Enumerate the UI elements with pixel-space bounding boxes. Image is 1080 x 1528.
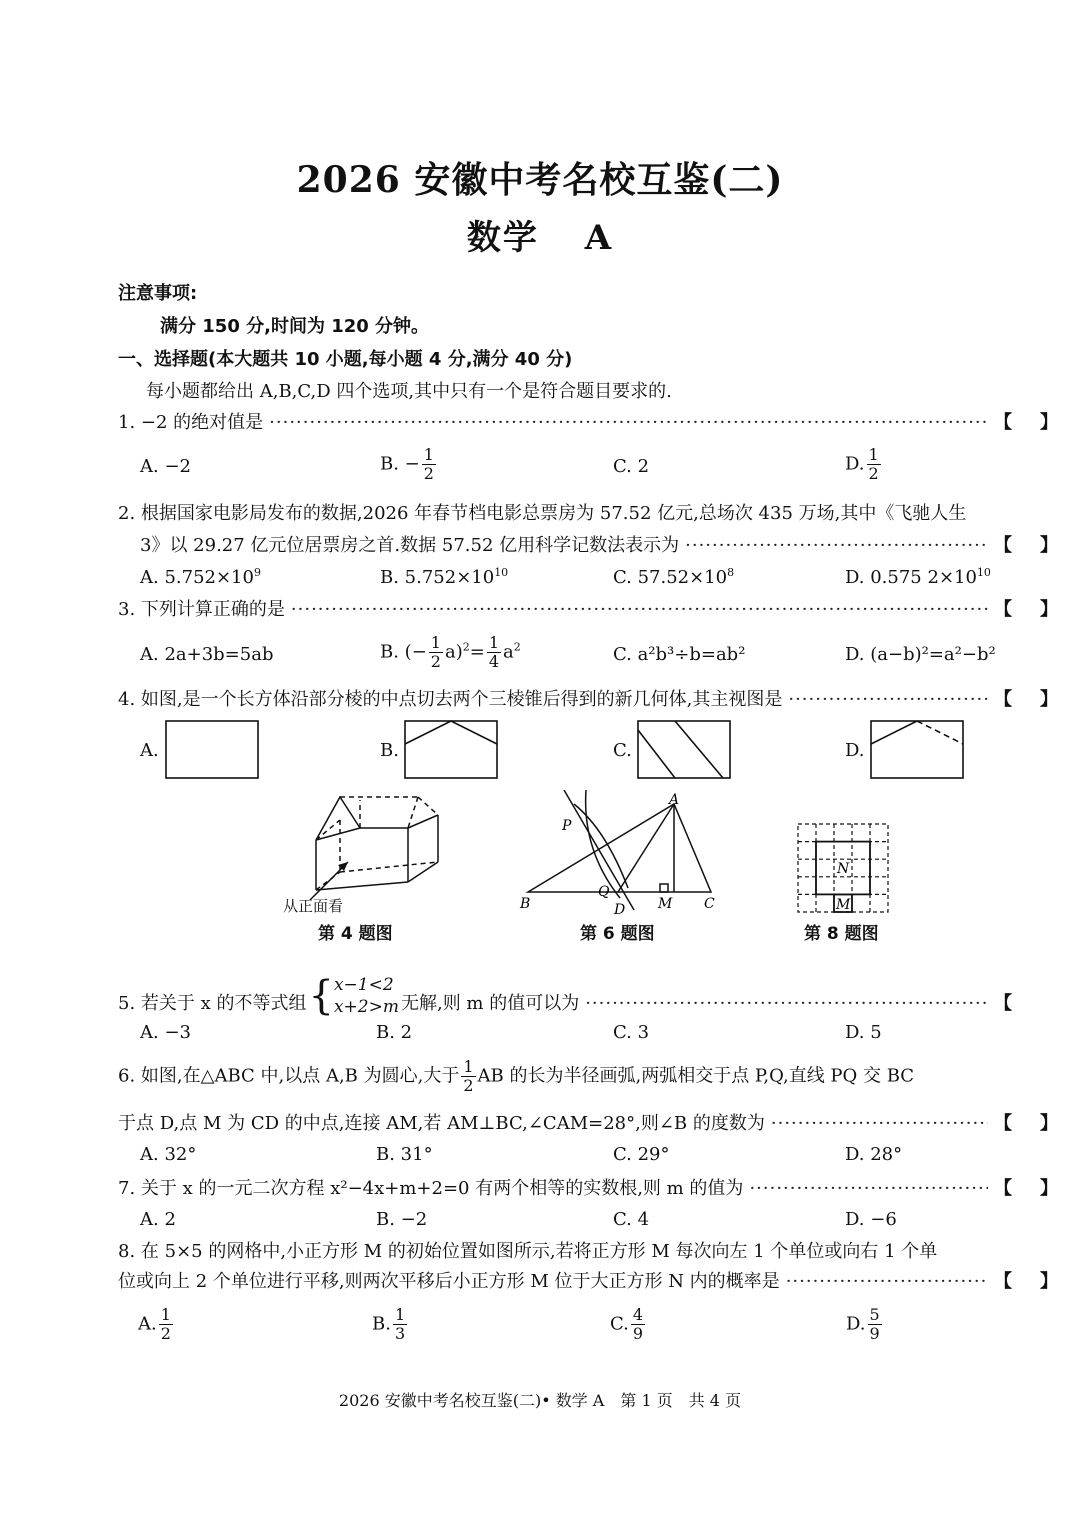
q1-option-d[interactable]: D. $\frac{1}{2}$ (845, 445, 879, 483)
question-8 (118, 1270, 1058, 1294)
q5-option-d[interactable]: D. 5 (845, 1022, 882, 1043)
q2-option-b[interactable]: B. $5.752\times 10^{10}$ (380, 566, 509, 588)
page-footer: 2026 安徽中考名校互鉴(二)• 数学 A 第 1 页 共 4 页 (338, 1391, 742, 1410)
answer-bracket[interactable]: 【 】 (994, 1113, 1058, 1134)
page-title: 2026 安徽中考名校互鉴(二) (296, 159, 784, 201)
q4-option-d[interactable]: D. (845, 740, 865, 761)
q5-stem-post: 无解,则 m 的值可以为 (400, 993, 580, 1014)
fig6-triangle (516, 790, 726, 915)
q4-option-c-figure (637, 720, 731, 780)
q2-line2: 3》以 29.27 亿元位居票房之首.数据 57.52 亿用科学记数法表示为 (140, 535, 680, 556)
dot-leader (685, 534, 988, 558)
q8-line2: 位或向上 2 个单位进行平移,则两次平移后小正方形 M 位于大正方形 N 内的概率是 (118, 1271, 780, 1292)
q4-option-a[interactable]: A. (140, 740, 159, 761)
q2-option-d[interactable]: D. 0.575 $2\times 10^{10}$ (845, 566, 991, 588)
notice-label: 注意事项: (118, 283, 198, 304)
q4-option-b[interactable]: B. (380, 740, 399, 761)
answer-bracket[interactable]: 【 】 (994, 1271, 1058, 1292)
q3-stem: 3. 下列计算正确的是 (118, 599, 285, 620)
q5-option-b[interactable]: B. 2 (376, 1022, 413, 1043)
q6-line1: 6. 如图,在△ABC 中,以点 A,B 为圆心,大于 $\frac{1}{2}$ AB 的长为半径画弧,两弧相交于点 P,Q,直线 PQ 交 BC (118, 1057, 915, 1095)
fig8-grid (796, 822, 892, 916)
q5-option-a[interactable]: A. −3 (140, 1022, 191, 1043)
question-4 (118, 688, 1058, 712)
paper-version: A (584, 218, 614, 258)
fig6-label-c: C (704, 896, 715, 912)
q1-option-c[interactable]: C. 2 (613, 456, 650, 477)
fig6-label-m: M (658, 896, 673, 912)
answer-bracket[interactable]: 【 (994, 993, 1012, 1014)
q4-stem: 4. 如图,是一个长方体沿部分棱的中点切去两个三棱锥后得到的新几何体,其主视图是 (118, 689, 783, 710)
q5-system: { x−1<2 x+2>m (308, 973, 399, 1019)
fig6-label-q: Q (598, 884, 610, 900)
q5-stem-pre: 5. 若关于 x 的不等式组 (118, 993, 307, 1014)
notice-text: 满分 150 分,时间为 120 分钟。 (160, 316, 430, 337)
q7-option-d[interactable]: D. −6 (845, 1209, 897, 1230)
q6-option-d[interactable]: D. 28° (845, 1144, 903, 1165)
q6-option-b[interactable]: B. 31° (376, 1144, 433, 1165)
q1-option-b[interactable]: B. − $\frac{1}{2}$ (380, 445, 434, 483)
question-7 (118, 1177, 1058, 1201)
fig8-caption: 第 8 题图 (804, 924, 879, 944)
q6-option-c[interactable]: C. 29° (613, 1144, 670, 1165)
q2-option-a[interactable]: A. $5.752\times 10^9$ (140, 566, 261, 588)
section1-instruction: 每小题都给出 A,B,C,D 四个选项,其中只有一个是符合题目要求的. (146, 381, 672, 402)
fig6-caption: 第 6 题图 (580, 924, 655, 944)
question-2 (118, 534, 1058, 558)
q3-option-b[interactable]: B. (− $\frac{1}{2}$ a)$^2$= $\frac{1}{4}$ $a^2$ (380, 633, 521, 671)
q8-option-b[interactable]: B. $\frac{1}{3}$ (372, 1305, 406, 1343)
q7-option-c[interactable]: C. 4 (613, 1209, 650, 1230)
q3-option-a[interactable]: A. 2a+3b=5ab (140, 644, 274, 665)
q7-stem: 7. 关于 x 的一元二次方程 x²−4x+m+2=0 有两个相等的实数根,则 m 的值为 (118, 1178, 744, 1199)
fig6-label-a: A (669, 792, 680, 808)
q4-option-c[interactable]: C. (613, 740, 632, 761)
fig8-label-m: M (836, 897, 851, 913)
q1-option-a[interactable]: A. −2 (140, 456, 191, 477)
dot-leader (786, 1270, 988, 1294)
fig8-label-n: N (837, 861, 850, 877)
dot-leader (749, 1177, 988, 1201)
question-6 (118, 1112, 1058, 1136)
dot-leader (771, 1112, 988, 1136)
subject-title (0, 210, 1080, 259)
q4-option-b-figure (404, 720, 498, 780)
q2-line1: 2. 根据国家电影局发布的数据,2026 年春节档电影总票房为 57.52 亿元,总场次 435 万场,其中《飞驰人生 (118, 503, 967, 524)
q1-stem: 1. −2 的绝对值是 (118, 412, 264, 433)
fig6-label-p: P (562, 818, 572, 834)
question-5 (118, 974, 1058, 1018)
q4-option-d-figure (870, 720, 964, 780)
section1-title: 一、选择题(本大题共 10 小题,每小题 4 分,满分 40 分) (118, 349, 573, 370)
answer-bracket[interactable]: 【 】 (994, 1178, 1058, 1199)
q5-option-c[interactable]: C. 3 (613, 1022, 650, 1043)
answer-bracket[interactable]: 【 】 (994, 535, 1058, 556)
dot-leader (291, 598, 988, 622)
q6-option-a[interactable]: A. 32° (140, 1144, 197, 1165)
q4-option-a-figure (165, 720, 259, 780)
q7-option-a[interactable]: A. 2 (140, 1209, 176, 1230)
q8-option-a[interactable]: A. $\frac{1}{2}$ (138, 1305, 171, 1343)
subject-name: 数学 (466, 218, 539, 258)
q2-option-c[interactable]: C. $57.52\times 10^8$ (613, 566, 735, 588)
dot-leader (269, 411, 988, 435)
q8-option-c[interactable]: C. $\frac{4}{9}$ (610, 1305, 644, 1343)
q3-option-d[interactable]: D. (a−b)²=a²−b² (845, 644, 996, 665)
fig4-caption: 第 4 题图 (318, 924, 393, 944)
fig6-label-d: D (614, 902, 626, 915)
dot-leader (788, 688, 988, 712)
question-3 (118, 598, 1058, 622)
q8-option-d[interactable]: D. $\frac{5}{9}$ (846, 1305, 880, 1343)
fig4-note: 从正面看 (283, 897, 344, 915)
q3-option-c[interactable]: C. a²b³÷b=ab² (613, 644, 746, 665)
q7-option-b[interactable]: B. −2 (376, 1209, 428, 1230)
brace-icon: { (308, 973, 334, 1019)
q8-line1: 8. 在 5×5 的网格中,小正方形 M 的初始位置如图所示,若将正方形 M 每次向左 1 个单位或向右 1 个单 (118, 1241, 938, 1262)
answer-bracket[interactable]: 【 】 (994, 689, 1058, 710)
q6-line2: 于点 D,点 M 为 CD 的中点,连接 AM,若 AM⊥BC,∠CAM=28°,则∠B 的度数为 (118, 1113, 765, 1134)
answer-bracket[interactable]: 【 】 (994, 599, 1058, 620)
answer-bracket[interactable]: 【 】 (994, 412, 1058, 433)
dot-leader (585, 992, 988, 1016)
fig6-label-b: B (520, 896, 531, 912)
question-1 (118, 411, 1058, 435)
